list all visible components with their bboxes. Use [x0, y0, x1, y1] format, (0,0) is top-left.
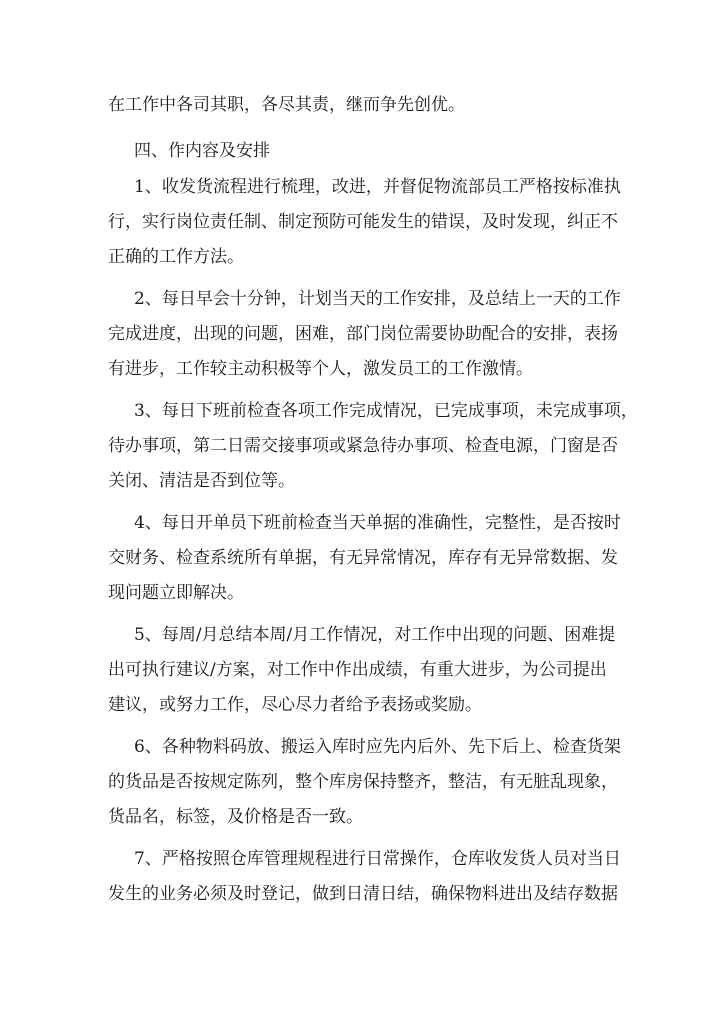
text-line: 发生的业务必须及时登记，做到日清日结，确保物料进出及结存数据 — [108, 884, 618, 904]
text-line: 待办事项，第二日需交接事项或紧急待办事项、检查电源，门窗是否 — [108, 436, 618, 456]
text-line: 4、每日开单员下班前检查当天单据的准确性，完整性，是否按时 — [134, 513, 621, 533]
text-line: 在工作中各司其职，各尽其责，继而争先创优。 — [108, 95, 465, 115]
text-line: 5、每周/月总结本周/月工作情况，对工作中出现的问题、困难提 — [134, 625, 616, 645]
text-line: 1、收发货流程进行梳理，改进，并督促物流部员工严格按标准执 — [134, 177, 621, 197]
text-line: 关闭、清洁是否到位等。 — [108, 471, 295, 491]
text-line: 货品名，标签，及价格是否一致。 — [108, 807, 363, 827]
text-line: 3、每日下班前检查各项工作完成情况，已完成事项，未完成事项， — [134, 401, 638, 421]
text-line: 7、严格按照仓库管理规程进行日常操作，仓库收发货人员对当日 — [134, 849, 621, 869]
text-line: 的货品是否按规定陈列，整个库房保持整齐，整洁，有无脏乱现象， — [108, 772, 618, 792]
text-line: 行，实行岗位责任制、制定预防可能发生的错误，及时发现，纠正不 — [108, 212, 618, 232]
text-line: 正确的工作方法。 — [108, 247, 244, 267]
text-line: 完成进度，出现的问题，困难，部门岗位需要协助配合的安排，表扬 — [108, 324, 618, 344]
text-line: 出可执行建议/方案，对工作中作出成绩，有重大进步，为公司提出 — [108, 660, 607, 680]
text-line: 交财务、检查系统所有单据，有无异常情况，库存有无异常数据、发 — [108, 548, 618, 568]
text-line: 2、每日早会十分钟，计划当天的工作安排，及总结上一天的工作 — [134, 289, 621, 309]
text-line: 建议，或努力工作，尽心尽力者给予表扬或奖励。 — [108, 695, 482, 715]
text-line: 6、各种物料码放、搬运入库时应先内后外、先下后上、检查货架 — [134, 737, 621, 757]
text-line: 现问题立即解决。 — [108, 583, 244, 603]
section-heading: 四、作内容及安排 — [134, 141, 270, 161]
text-line: 有进步，工作较主动积极等个人，激发员工的工作激情。 — [108, 359, 533, 379]
